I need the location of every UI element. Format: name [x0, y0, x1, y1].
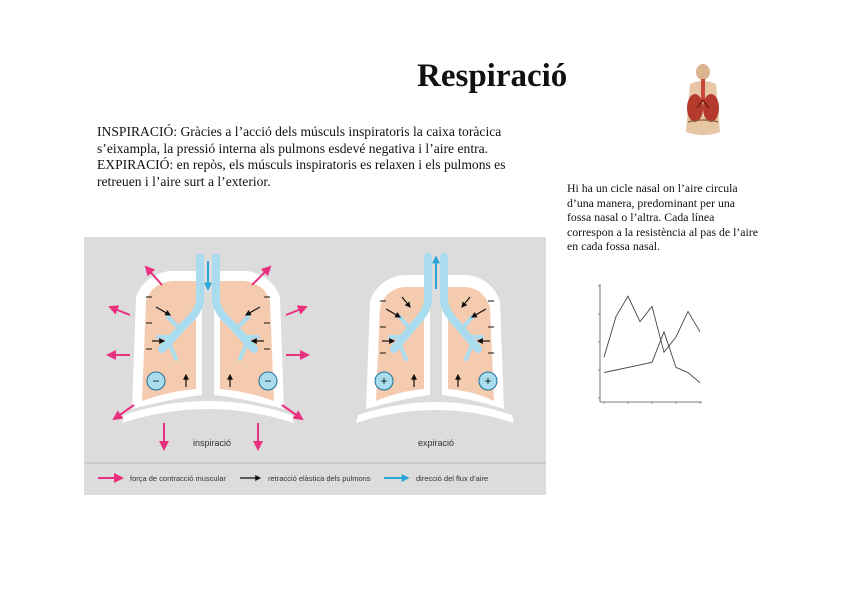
inspiracio-paragraph: INSPIRACIÓ: Gràcies a l’acció dels músculs inspiratoris la caixa toràcica s’eixampla, la pressió interna als pulmons esdevé negativa i l’aire entra.	[97, 124, 502, 156]
page-title: Respiració	[417, 58, 568, 94]
nasal-resistance-line-1	[604, 296, 700, 357]
diagram-legend	[84, 463, 546, 495]
inspiration-label: inspiració	[192, 438, 232, 448]
lung-mechanics-diagram	[84, 237, 546, 495]
legend-elastic-label: retracció elàstica dels pulmons	[268, 474, 371, 483]
nasal-resistance-line-2	[604, 332, 700, 383]
respiratory-system-thumbnail	[670, 62, 736, 142]
pressure-sign-left: −	[152, 374, 160, 388]
legend-muscle-label: força de contracció muscular	[130, 474, 226, 483]
pressure-sign-right: −	[264, 374, 272, 388]
pressure-sign-left: +	[380, 374, 388, 388]
pressure-sign-right: +	[484, 374, 492, 388]
nasal-cycle-note: Hi ha un cicle nasal on l’aire circula d’una manera, predominant per una fossa nasal o l’altra. Cada línea correspon a la resistència al pas de l’aire en cada fossa nasal.	[567, 181, 758, 253]
expiracio-paragraph: EXPIRACIÓ: en repòs, els músculs inspiratoris es relaxen i els pulmons es retreuen i l’aire surt a l’exterior.	[97, 157, 506, 189]
expiration-label: expiració	[417, 438, 455, 448]
definitions-text	[97, 124, 517, 190]
legend-airflow-label: direcció del flux d’aire	[416, 474, 489, 483]
nasal-cycle-graph	[590, 278, 710, 414]
